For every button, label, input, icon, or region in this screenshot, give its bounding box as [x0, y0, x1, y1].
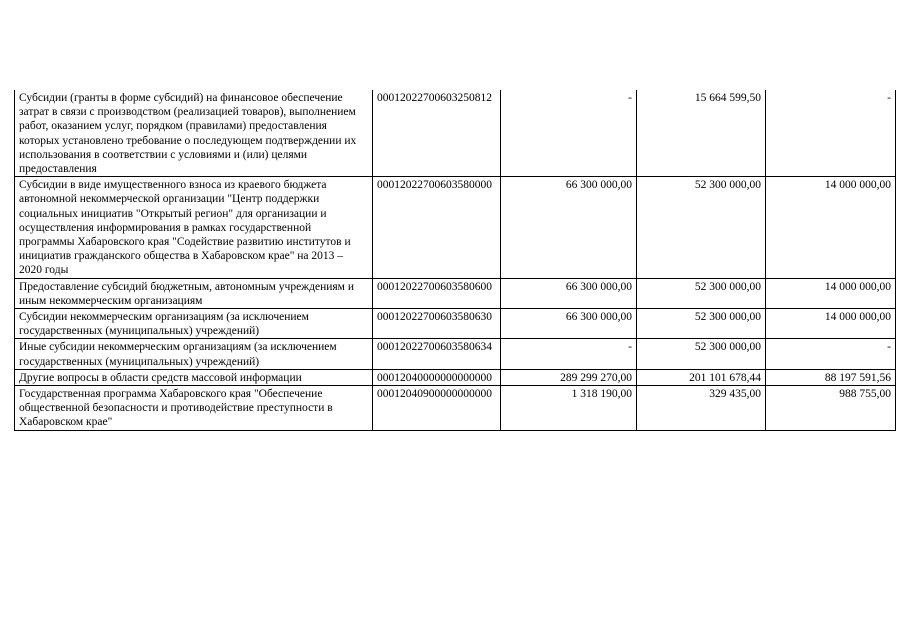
row-remaining-cell: - — [766, 339, 896, 369]
table-row — [15, 177, 896, 278]
row-name-cell: Предоставление субсидий бюджетным, автономным учреждениям и иным некоммерческим организациям — [15, 278, 373, 308]
row-code-cell: 00012040900000000000 — [373, 386, 501, 431]
row-remaining-cell: 14 000 000,00 — [766, 278, 896, 308]
row-remaining-cell: 14 000 000,00 — [766, 177, 896, 278]
row-approved-cell: - — [501, 90, 637, 177]
row-code-cell: 00012022700603250812 — [373, 90, 501, 177]
row-name-cell: Другие вопросы в области средств массовой информации — [15, 369, 373, 385]
row-executed-cell: 52 300 000,00 — [637, 177, 766, 278]
row-executed-cell: 52 300 000,00 — [637, 339, 766, 369]
row-executed-cell: 52 300 000,00 — [637, 278, 766, 308]
row-approved-cell: 66 300 000,00 — [501, 278, 637, 308]
row-name-cell: Субсидии в виде имущественного взноса из краевого бюджета автономной некоммерческой организации "Центр поддержки социальных инициатив "Открытый регион" для организации и осуществления информирования в рамках государственной программы Хабаровского края "Содействие развитию институтов и инициатив гражданского общества в Хабаровском крае" на 2013 – 2020 годы — [15, 177, 373, 278]
row-remaining-cell: - — [766, 90, 896, 177]
table-row — [15, 339, 896, 369]
row-approved-cell: 66 300 000,00 — [501, 177, 637, 278]
table-row — [15, 309, 896, 339]
row-code-cell: 00012022700603580634 — [373, 339, 501, 369]
row-approved-cell: 289 299 270,00 — [501, 369, 637, 385]
row-name-cell: Иные субсидии некоммерческим организациям (за исключением государственных (муниципальных) учреждений) — [15, 339, 373, 369]
row-name-cell: Субсидии (гранты в форме субсидий) на финансовое обеспечение затрат в связи с производством (реализацией товаров), выполнением работ, оказанием услуг, порядком (правилами) предоставления которых установлено требование о последующем подтверждении их использования в соответствии с условиями и (или) целями предоставления — [15, 90, 373, 177]
row-approved-cell: - — [501, 339, 637, 369]
row-approved-cell: 1 318 190,00 — [501, 386, 637, 431]
row-remaining-cell: 88 197 591,56 — [766, 369, 896, 385]
row-remaining-cell: 988 755,00 — [766, 386, 896, 431]
table-row — [15, 278, 896, 308]
table-row — [15, 369, 896, 385]
row-name-cell: Государственная программа Хабаровского края "Обеспечение общественной безопасности и противодействие преступности в Хабаровском крае" — [15, 386, 373, 431]
row-name-cell: Субсидии некоммерческим организациям (за исключением государственных (муниципальных) учреждений) — [15, 309, 373, 339]
row-code-cell: 00012022700603580000 — [373, 177, 501, 278]
table-row — [15, 386, 896, 431]
row-executed-cell: 52 300 000,00 — [637, 309, 766, 339]
row-code-cell: 00012022700603580600 — [373, 278, 501, 308]
row-approved-cell: 66 300 000,00 — [501, 309, 637, 339]
row-executed-cell: 329 435,00 — [637, 386, 766, 431]
row-code-cell: 00012040000000000000 — [373, 369, 501, 385]
budget-execution-table — [14, 90, 896, 431]
row-executed-cell: 15 664 599,50 — [637, 90, 766, 177]
row-executed-cell: 201 101 678,44 — [637, 369, 766, 385]
row-code-cell: 00012022700603580630 — [373, 309, 501, 339]
table-row — [15, 90, 896, 177]
row-remaining-cell: 14 000 000,00 — [766, 309, 896, 339]
